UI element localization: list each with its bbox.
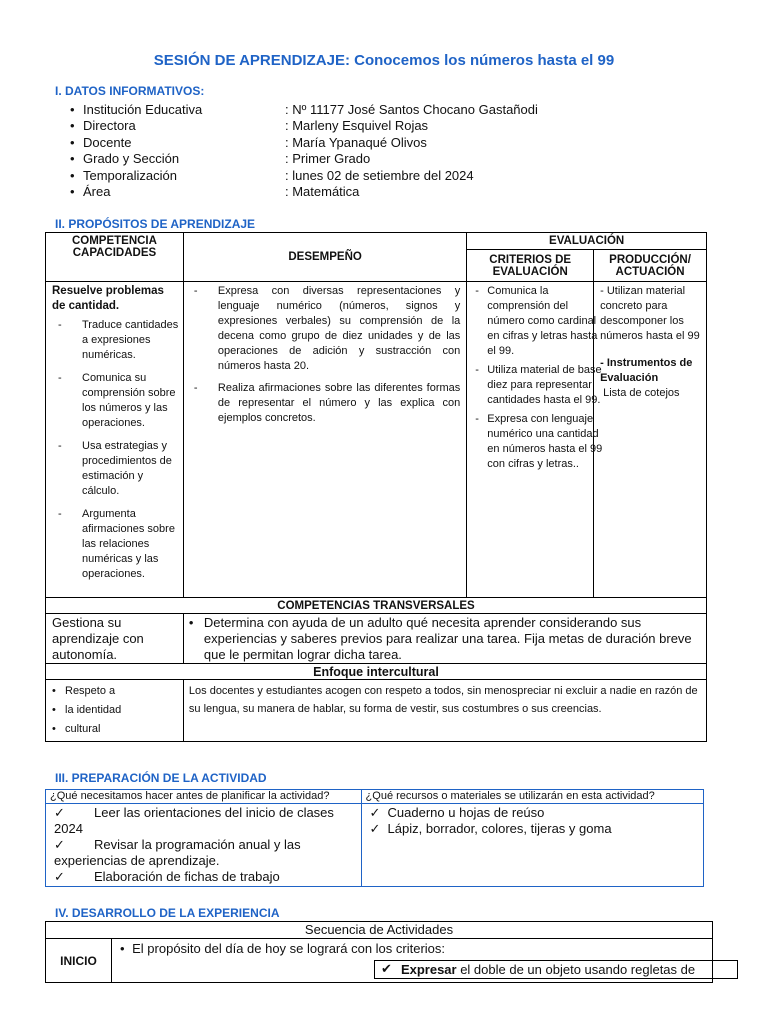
criterio-item: - Comunica la comprensión del número como cardinal en cifras y letras hasta el 99. — [469, 284, 603, 359]
checkmark-icon: ✓ — [369, 821, 381, 836]
bullet-icon: • — [52, 685, 56, 697]
checklist-text: Lápiz, borrador, colores, tijeras y goma — [387, 821, 612, 836]
info-value: : María Ypanaqué Olivos — [285, 134, 427, 150]
checklist-item — [370, 821, 699, 837]
criterios-header: CRITERIOS DE EVALUACIÓN — [467, 250, 594, 282]
secuencia-header: Secuencia de Actividades — [46, 922, 713, 939]
bullet-icon: • — [70, 184, 75, 199]
question-before: ¿Qué necesitamos hacer antes de planificar la actividad? — [46, 790, 362, 804]
info-value: : Marleny Esquivel Rojas — [285, 118, 429, 134]
produccion-cell — [594, 282, 707, 598]
criterio-box — [374, 960, 738, 979]
bullet-icon: • — [70, 167, 75, 183]
enfoque-header: Enfoque intercultural — [46, 664, 707, 680]
propositos-table — [45, 232, 707, 742]
enfoque-valor-item — [52, 682, 179, 701]
transversales-header: COMPETENCIAS TRANSVERSALES — [46, 598, 707, 614]
capacidades-list — [52, 318, 179, 582]
instrumentos-value: Lista de cotejos — [603, 387, 680, 399]
info-label: Grado y Sección — [83, 151, 180, 167]
enfoque-valor-list — [52, 682, 179, 739]
checklist-item — [54, 837, 357, 869]
checklist-text: Cuaderno u hojas de reúso — [387, 805, 545, 820]
enfoque-valor-text: cultural — [65, 723, 101, 735]
desarrollo-table — [45, 921, 713, 983]
capacidad-item: - Comunica su comprensión sobre los números y las operaciones. — [52, 371, 179, 431]
competencia-title: Resuelve problemas de cantidad. — [52, 285, 164, 312]
preparacion-left-cell — [46, 804, 362, 887]
capacidades-header: CAPACIDADES — [72, 247, 157, 259]
section-4-heading: IV. DESARROLLO DE LA EXPERIENCIA — [55, 906, 280, 920]
checkmark-icon: ✓ — [54, 805, 65, 820]
bullet-icon: • — [70, 151, 75, 167]
bullet-icon: • — [119, 941, 125, 956]
checkmark-icon: ✓ — [54, 869, 65, 884]
desempeno-item: - Realiza afirmaciones sobre las diferentes formas de representar el número y las explica con ejemplos concretos. — [188, 381, 460, 426]
enfoque-valor-item — [52, 720, 179, 739]
checkmark-icon: ✓ — [369, 805, 381, 820]
criterio-rest: el doble de un objeto usando regletas de — [456, 962, 696, 977]
desempeno-header: DESEMPEÑO — [183, 233, 466, 282]
checkmark-icon: ✔ — [380, 961, 392, 976]
competencia-header: COMPETENCIA — [71, 235, 157, 247]
page-title: SESIÓN DE APRENDIZAJE: Conocemos los números hasta el 99 — [153, 52, 615, 69]
inicio-text-row — [112, 939, 712, 957]
instrumentos-label: - Instrumentos de Evaluación — [600, 357, 693, 384]
inicio-text: El propósito del día de hoy se logrará con los criterios: — [132, 941, 446, 956]
enfoque-valor-cell — [46, 680, 184, 742]
criterio-bold: Expresar — [400, 962, 457, 977]
transversal-desempeno-cell — [183, 614, 706, 664]
recursos-list — [370, 805, 699, 837]
recursos-right-cell — [361, 804, 703, 887]
info-label: Temporalización — [83, 167, 177, 183]
enfoque-valor-text: Respeto a — [65, 685, 116, 697]
produccion-header: PRODUCCIÓN/ ACTUACIÓN — [594, 250, 707, 282]
competencia-header-cell — [46, 233, 184, 282]
criterios-cell — [467, 282, 603, 598]
info-value: : Matemática — [285, 184, 360, 199]
produccion-text: - Utilizan material concreto para descomponer los números hasta el 99 — [600, 285, 700, 342]
checklist-text: Elaboración de fichas de trabajo — [94, 869, 280, 884]
inicio-label: INICIO — [46, 939, 112, 983]
section-1-heading: I. DATOS INFORMATIVOS: — [55, 84, 205, 98]
info-label: Área — [83, 184, 111, 199]
evaluacion-header: EVALUACIÓN — [467, 233, 707, 250]
capacidad-item: - Argumenta afirmaciones sobre las relaciones numéricas y las operaciones. — [52, 507, 179, 582]
capacidad-item: - Usa estrategias y procedimientos de estimación y cálculo. — [52, 439, 179, 499]
info-value: : Nº 11177 José Santos Chocano Gastañodi — [285, 102, 538, 117]
enfoque-descripcion: Los docentes y estudiantes acogen con respeto a todos, sin menospreciar ni excluir a nadie en razón de su lengua, su manera de hablar, su forma de vestir, sus costumbres o sus creencias. — [183, 680, 706, 742]
enfoque-valor-text: la identidad — [65, 704, 122, 716]
info-label: Docente — [83, 134, 132, 150]
info-value: : lunes 02 de setiembre del 2024 — [285, 167, 474, 183]
section-3-heading: III. PREPARACIÓN DE LA ACTIVIDAD — [55, 771, 267, 785]
checkmark-icon: ✓ — [54, 837, 65, 852]
bullet-icon: • — [70, 102, 75, 117]
checklist-text: Revisar la programación anual y las experiencias de aprendizaje. — [54, 837, 301, 868]
criterio-item: - Expresa con lenguaje numérico una cantidad en números hasta el 99 con cifras y letras.. — [469, 412, 603, 472]
criterios-list — [469, 284, 603, 472]
bullet-icon: • — [52, 704, 56, 716]
bullet-icon: • — [52, 723, 56, 735]
checklist-item — [54, 869, 357, 885]
preparacion-list — [54, 805, 357, 885]
criterio-item: - Utiliza material de base diez para representar cantidades hasta el 99. — [469, 363, 603, 408]
info-label: Directora — [83, 118, 136, 134]
checklist-item — [370, 805, 699, 821]
bullet-icon: • — [70, 118, 75, 134]
info-value: : Primer Grado — [285, 151, 371, 167]
desempeno-cell — [183, 282, 466, 598]
inicio-content-cell — [111, 939, 712, 983]
desempeno-item: - Expresa con diversas representaciones y lenguaje numérico (números, signos y expresiones verbales) su comprensión de la decena como grupo de diez unidades y de las operaciones de adición y sustracción con números hasta 20. — [188, 284, 460, 374]
bullet-icon: • — [70, 134, 75, 150]
question-materials: ¿Qué recursos o materiales se utilizarán en esta actividad? — [361, 790, 703, 804]
capacidad-item: - Traduce cantidades a expresiones numéricas. — [52, 318, 179, 363]
section-2-heading: II. PROPÓSITOS DE APRENDIZAJE — [55, 217, 256, 231]
transversal-desempeno: Determina con ayuda de un adulto qué necesita aprender considerando sus experiencias y saberes previos para realizar una tarea. Fija metas de duración breve que le permitan lograr dicha tarea. — [203, 615, 692, 662]
checklist-item — [54, 805, 357, 837]
info-label: Institución Educativa — [83, 102, 203, 117]
bullet-icon: • — [188, 615, 194, 630]
desempenos-list — [188, 284, 460, 426]
checklist-text: Leer las orientaciones del inicio de clases 2024 — [54, 805, 334, 836]
transversal-competencia: Gestiona su aprendizaje con autonomía. — [46, 614, 184, 664]
enfoque-valor-item — [52, 701, 179, 720]
preparacion-table — [45, 789, 704, 887]
competencia-cell — [46, 282, 184, 598]
